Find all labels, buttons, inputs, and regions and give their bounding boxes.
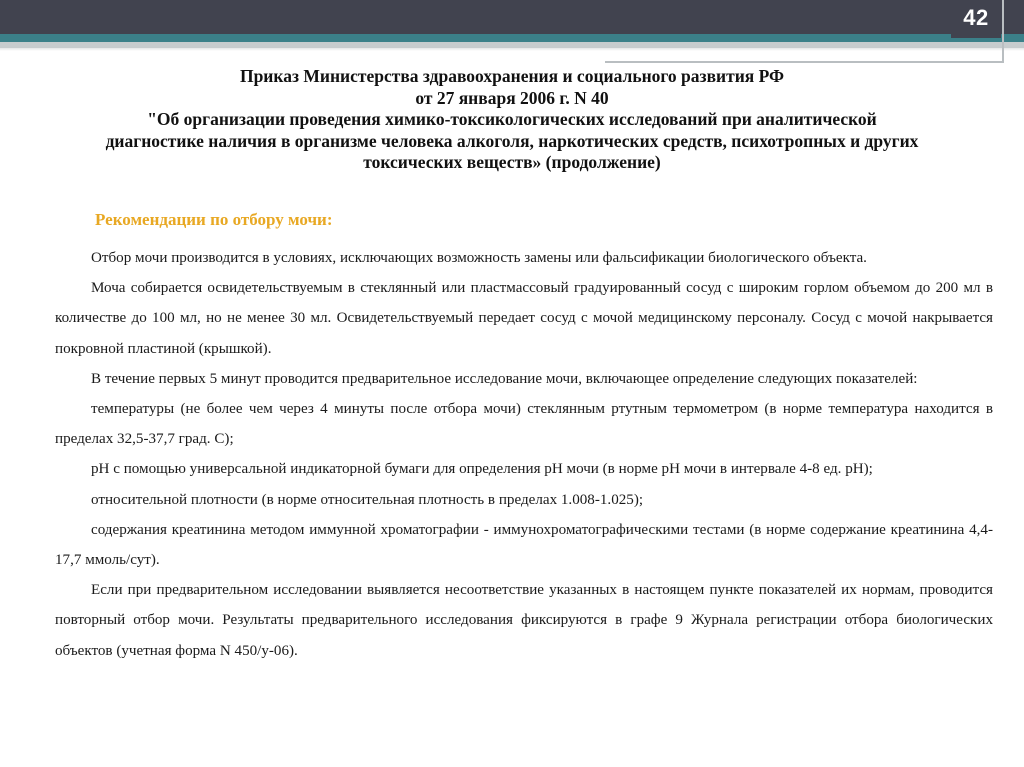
- page-number: 42: [963, 5, 989, 30]
- title-line: диагностике наличия в организме человека алкоголя, наркотических средств, психотропных и других: [105, 130, 919, 151]
- title-line: "Об организации проведения химико-токсикологических исследований при аналитической: [147, 109, 877, 129]
- paragraph: Моча собирается освидетельствуемым в стеклянный или пластмассовый градуированный сосуд с широким горлом объемом до 200 мл в количестве до 100 мл, но не менее 30 мл. Освидетельствуемый передает сосуд с мочой медицинскому персоналу. Сосуд с мочой накрывается покровной пластиной (крышкой).: [55, 280, 993, 357]
- title-line: Приказ Министерства здравоохранения и социального развития РФ: [239, 66, 785, 86]
- paragraph: В течение первых 5 минут проводится предварительное исследование мочи, включающее определение следующих показателей:: [91, 370, 918, 387]
- paragraph: pH с помощью универсальной индикаторной бумаги для определения pH мочи (в норме pH мочи в интервале 4-8 ед. pH);: [91, 461, 873, 478]
- slide-title: [30, 66, 994, 174]
- paragraph: Отбор мочи производится в условиях, исключающих возможность замены или фальсификации биологического объекта.: [91, 250, 867, 266]
- title-line: от 27 января 2006 г. N 40: [415, 87, 609, 108]
- section-body: [55, 243, 993, 666]
- paragraph: температуры (не более чем через 4 минуты после отбора мочи) стеклянным ртутным термометром (в норме температура находится в пределах 32,5-37,7 град. С);: [55, 401, 993, 448]
- paragraph: относительной плотности (в норме относительная плотность в пределах 1.008-1.025);: [91, 491, 644, 508]
- paragraph: содержания креатинина методом иммунной хроматографии - иммунохроматографическими тестами (в норме содержание креатинина 4,4-17,7 ммоль/сут).: [55, 521, 993, 569]
- page-number-frame: [605, 0, 1004, 63]
- section-heading: Рекомендации по отбору мочи:: [95, 210, 333, 229]
- paragraph: Если при предварительном исследовании выявляется несоответствие указанных в настоящем пункте показателей их нормам, проводится повторный отбор мочи. Результаты предварительного исследования фиксируются в графе 9 Журнала регистрации отбора биологических объектов (учетная форма N 450/у-06).: [55, 582, 993, 659]
- title-line: токсических веществ» (продолжение): [363, 152, 661, 172]
